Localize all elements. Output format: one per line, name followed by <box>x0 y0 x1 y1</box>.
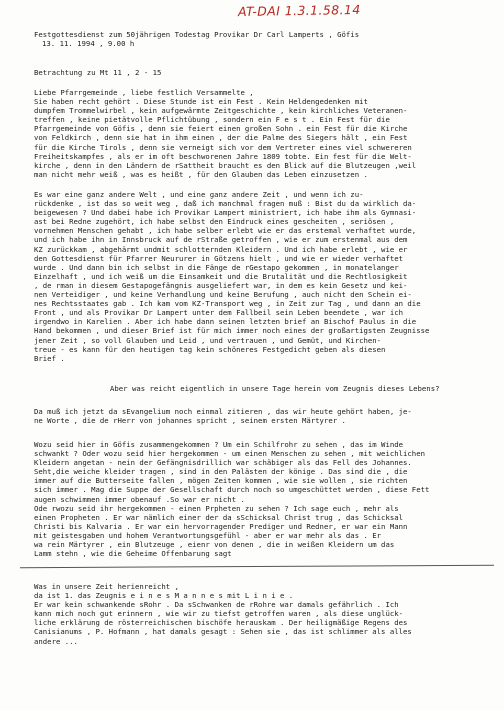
text-line: Front , und als Provikar Dr Lampert unter dem Fallbeil sein Leben beendete , war ich <box>34 308 404 318</box>
text-line: ast bei Redne zugehört, ich habe selbst den Eindruck eines gescheiten , seriösen , <box>34 217 395 227</box>
text-line: Liebe Pfarrgemeinde , liebe festlich Versammelte , <box>34 88 254 97</box>
text-line: nes Rechtsstaates gab . Ich kam vom KZ-Transport weg , in Zeit zur Tag , und dann an die <box>34 299 421 309</box>
text-line: Wozu seid hier in Göfis zusammengekommen ? Um ein Schilfrohr zu sehen , das im Winde <box>34 440 404 449</box>
paragraph-1 <box>34 88 496 179</box>
text-line: man nicht mehr weiß , was es heißt , für den Glauben das Leben einzusetzen . <box>34 169 368 179</box>
text-line: Einzelhaft , und ich weiß um die Einsamkeit und die Brutalität und die Rechtlosigkeit <box>34 271 408 281</box>
text-line: kirche , denn in den Ländern de rSattheit braucht es den Blick auf die Blutzeugen ,weil <box>34 160 417 170</box>
text-line: ne Worte , die de rHerr von johannes spricht , seinem ersten Märtyrer . <box>34 416 346 426</box>
text-line: liche erklärung de rösterreichischen bischöfe herauskam . Der heiligmäßige Regens des <box>34 618 408 628</box>
text-line: beigewesen ? Und dabei habe ich Provikar Lampert ministriert, ich habe ihm als Gymnasi- <box>34 208 417 218</box>
text-line: treue - es kann für den heutigen tag kein schöneres Festgedicht geben als diesen <box>34 344 386 354</box>
text-line: dumpfem Trommelwirbel , kein aufgewärmte Zeitgeschichte , kein kirchliches Veteranen- <box>34 106 408 116</box>
text-line: irgendwo in Karelien . Aber ich habe dann seinen letzten brief an Bischof Paulus in die <box>34 317 417 327</box>
scripture-reference: Betrachtung zu Mt 11 , 2 - 15 <box>34 68 162 77</box>
text-line: Brief . <box>34 353 65 363</box>
text-line: Sie haben recht gehört . Diese Stunde ist ein Fest . Kein Heldengedenken mit <box>34 97 368 107</box>
text-line: augen schwimmen immer obenauf .So war er nicht . <box>34 494 245 504</box>
text-line: Es war eine ganz andere Welt , und eine ganz andere Zeit , und wenn ich zu- <box>34 190 364 199</box>
text-line: für die Kirche Tirols , denn sie verneigt sich vor dem Vertreter eines viel schwereren <box>34 142 412 152</box>
text-line: von Feldkirch , denn sie hat in ihm einen , der die Palme des Siegers hält , ein Fest <box>34 133 408 143</box>
paragraph-3 <box>34 407 496 425</box>
text-line: schwankt ? Oder wozu seid hier hergekommen - um einen Menschen zu sehen , mit weichlichen <box>34 449 425 459</box>
text-line: , de rman in diesem Gestapogefängnis ausgeliefert war, in dem es kein Gesetz und kei- <box>34 280 408 290</box>
text-line: Ode rwozu seid ihr hergekommen - einen Prpheten zu sehen ? Ich sage euch , mehr als <box>34 503 399 513</box>
text-line: immer auf die Butterseite fallen , mögen Zeiten kommen , wie sie wollen , sie richten <box>34 476 408 486</box>
text-line: vornehmen Menschen gehabt , ich habe selber erlebt wie er das erstemal verhaftet wurde, <box>34 226 417 236</box>
text-line: da ist 1. das Zeugnis e i n e s M a n n e s mit L i n i e . <box>34 591 294 601</box>
text-line: Lamm stehn , wie die Geheime Offenbarung sagt <box>34 549 232 559</box>
header-block <box>34 30 496 48</box>
text-line: wa rein Märtyrer , ein Blutzeuge , eienr von denen , die in weißen Kleidern um das <box>34 540 395 550</box>
text-line: kann mich noch gut erinnern , wie wir zu tiefst getroffen waren , als diese unglück- <box>34 609 404 619</box>
text-line: treffen , keine pietätvolle Pflichtübung , sondern ein F e s t . Ein Fest für die <box>34 115 390 125</box>
header-line: Festgottesdienst zum 50jährigen Todestag Provikar Dr Carl Lamperts , Göfis <box>34 30 360 39</box>
text-line: jener Zeit , so voll Glauben und Leid , und vertrauen , und Gemüt, und Kirchen- <box>34 335 382 345</box>
text-line: Kleidern angetan - nein der Gefängnisdrillich war schäbiger als das Fell des Johannes. <box>34 458 412 468</box>
paragraph-5 <box>34 582 496 646</box>
text-line: sich immer . Mag die Suppe der Gesellschaft durch noch so umgeschüttet werden , diese Fett <box>34 485 430 495</box>
text-line: Er war kein schwankende sRohr . Da sSchwanken de rRohre war damals gefährlich . Ich <box>34 600 399 610</box>
text-line: Freiheitskampfes , als er im oft beschworenen Jahre 1809 tobte. Ein fest für die Welt- <box>34 151 412 161</box>
section-divider <box>20 565 494 568</box>
text-line: wurde . Und dann bin ich selbst in die Fänge de rGestapo gekommen , in monatelanger <box>34 262 399 272</box>
paragraph-4 <box>34 440 496 558</box>
text-line: einen Propheten . Er war nämlich einer der da sSchicksal Christ trug , das Schicksal <box>34 512 404 522</box>
text-line: rückdenke , ist das so weit weg , daß ich manchmal fragen muß : Bist du da wirklich da- <box>34 199 417 209</box>
text-line: andere ... <box>34 636 78 646</box>
text-line: und ich habe ihn in Innsbruck auf de rStraße getroffen , wie er zum erstenmal aus dem <box>34 235 408 245</box>
text-line: Hand bekommen , und dieser Brief ist für mich immer noch eines der großartigsten Zeugnisse <box>34 326 430 336</box>
text-line: Was in unsere Zeit herienreicht , <box>34 582 179 591</box>
text-line: Seht,die weiche kleider tragen , sind in den Palästen der könige . Das sind die , die <box>34 467 408 477</box>
text-line: Canisianums , P. Hofmann , hat damals gesagt : Sehen sie , das ist schlimmer als alles <box>34 627 412 637</box>
text-line: Christi bis Kalvaria . Er war ein hervorragender Prediger und Redner, er war ein Mann <box>34 521 408 531</box>
archive-stamp: AT-DAI 1.3.1.58.14 <box>237 1 361 20</box>
text-line: Pfarrgemeinde von Göfis , denn sie feiert einen großen Sohn . ein Fest für die Kirche <box>34 124 408 134</box>
text-line: nen Verteidiger , und keine Verhandlung und keine Berufung , auch nicht den Schein ei- <box>34 290 412 300</box>
text-line: den Gottesdienst für Pfarrer Neururer in Götzens hielt , und wie er wieder verhaftet <box>34 253 404 263</box>
question-line: Aber was reicht eigentlich in unsere Tage herein vom Zeugnis dieses Lebens? <box>110 384 440 393</box>
header-line: 13. 11. 1994 , 9.00 h <box>42 39 135 49</box>
text-line: Da muß ich jetzt da sEvangelium noch einmal zitieren , das wir heute gehört haben, je- <box>34 407 412 416</box>
text-line: KZ zurückkam , abgehärmt undmit schlotternden Kleidern . Und ich habe erlebt , wie er <box>34 244 408 254</box>
paragraph-2 <box>34 190 496 363</box>
text-line: mit geistesgaben und hohem Verantwortungsgefühl - aber er war mehr als das . Er <box>34 530 382 540</box>
